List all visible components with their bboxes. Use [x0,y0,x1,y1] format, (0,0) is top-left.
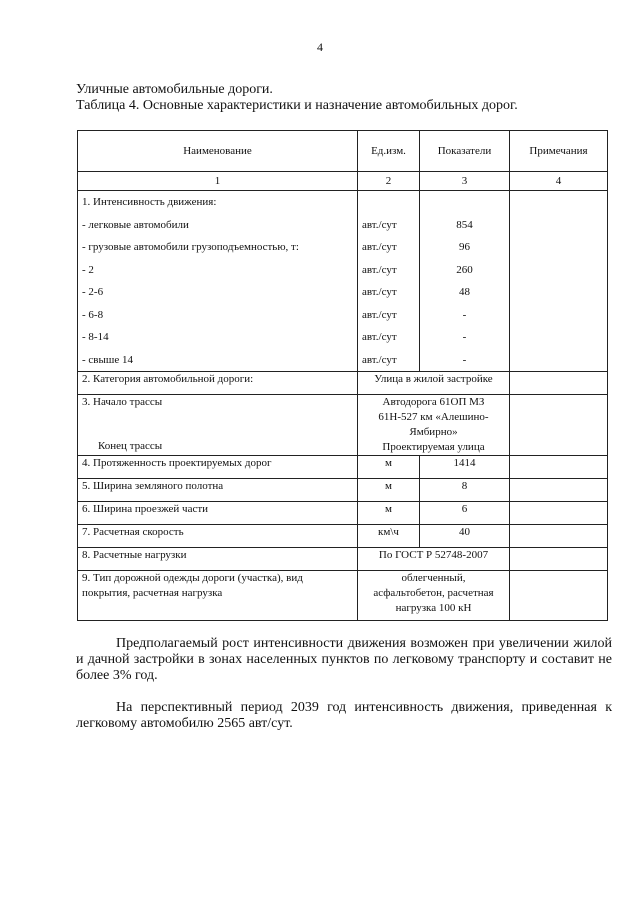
intensity-unit: авт./сут [362,218,397,231]
table-header-row [78,131,608,172]
route-start-label: 3. Начало трассы [82,396,163,408]
paragraph-forecast: На перспективный период 2039 год интенсивность движения, приведенная к легковому автомобилю 2565 авт/сут. [76,700,612,731]
header-unit: Ед.изм. [358,131,420,172]
row-label: 4. Протяженность проектируемых дорог [78,456,358,479]
col-number: 2 [358,172,420,191]
intensity-label: - 6-8 [82,308,104,321]
row-unit: м [358,479,420,502]
intensity-value: - [462,308,467,321]
col-number: 3 [420,172,510,191]
row-label: 5. Ширина земляного полотна [78,479,358,502]
intensity-notes [510,191,608,372]
header-notes: Примечания [510,131,608,172]
pavement-notes [510,571,608,621]
route-notes [510,395,608,456]
intensity-label: - 2-6 [82,286,104,298]
row-unit: км\ч [358,525,420,548]
row-value: 8 [420,479,510,502]
route-start-value: Автодорога 61ОП МЗ 61Н-527 км «Алешино-Ямбирно» [378,396,489,438]
row-notes [510,456,608,479]
intensity-value: - [462,331,467,343]
column-number-row [78,172,608,191]
intensity-unit: авт./сут [362,353,397,366]
pavement-row [78,571,608,621]
data-row [78,456,608,479]
intensity-value: 854 [456,218,473,231]
paragraph-growth: Предполагаемый рост интенсивности движения возможен при увеличении жилой и дачной застройки в зонах населенных пунктов по легковому транспорту и составит не более 3% год. [76,636,612,683]
intensity-units [358,191,420,372]
data-row [78,479,608,502]
row-notes [510,502,608,525]
intensity-label: - легковые автомобили [82,218,189,231]
intensity-label: - 2 [82,263,94,276]
route-end-value: Проектируемая улица [382,441,485,453]
intensity-unit: авт./сут [362,331,397,343]
section-heading: Уличные автомобильные дороги. [76,82,273,97]
intensity-label: - свыше 14 [82,353,133,366]
intensity-label: - 8-14 [82,331,109,343]
pavement-value: облегченный, асфальтобетон, расчетная нагрузка 100 кН [358,571,510,621]
category-label: 2. Категория автомобильной дороги: [78,372,358,395]
category-row [78,372,608,395]
row-notes [510,525,608,548]
header-name: Наименование [78,131,358,172]
loads-notes [510,548,608,571]
table-caption: Таблица 4. Основные характеристики и назначение автомобильных дорог. [76,98,518,113]
route-labels [78,395,358,456]
row-value: 1414 [420,456,510,479]
intensity-labels [78,191,358,372]
route-end-label: Конец трассы [98,440,163,452]
row-label: 6. Ширина проезжей части [78,502,358,525]
data-row [78,502,608,525]
row-unit: м [358,456,420,479]
row-value: 40 [420,525,510,548]
intensity-unit: авт./сут [362,286,397,298]
intensity-label: - грузовые автомобили грузоподъемностью, т: [82,241,299,253]
intensity-value: 48 [459,286,470,298]
intensity-value: 260 [456,263,473,276]
loads-row [78,548,608,571]
intensity-value: 96 [459,241,470,253]
row-notes [510,479,608,502]
intensity-unit: авт./сут [362,308,397,321]
loads-label: 8. Расчетные нагрузки [78,548,358,571]
route-row [78,395,608,456]
intensity-unit: авт./сут [362,241,397,253]
row-value: 6 [420,502,510,525]
loads-value: По ГОСТ Р 52748-2007 [358,548,510,571]
intensity-unit: авт./сут [362,263,397,276]
intensity-value [424,191,505,214]
page-number: 4 [317,40,323,54]
road-characteristics-table [77,130,608,621]
route-values [358,395,510,456]
intensity-value: - [462,353,467,366]
intensity-row [78,191,608,372]
data-row [78,525,608,548]
category-value: Улица в жилой застройке [358,372,510,395]
header-value: Показатели [420,131,510,172]
category-notes [510,372,608,395]
intensity-values [420,191,510,372]
pavement-label: 9. Тип дорожной одежды дороги (участка), вид покрытия, расчетная нагрузка [78,571,358,621]
intensity-label: 1. Интенсивность движения: [82,196,217,208]
col-number: 4 [510,172,608,191]
col-number: 1 [78,172,358,191]
row-unit: м [358,502,420,525]
intensity-unit [362,191,415,214]
row-label: 7. Расчетная скорость [78,525,358,548]
